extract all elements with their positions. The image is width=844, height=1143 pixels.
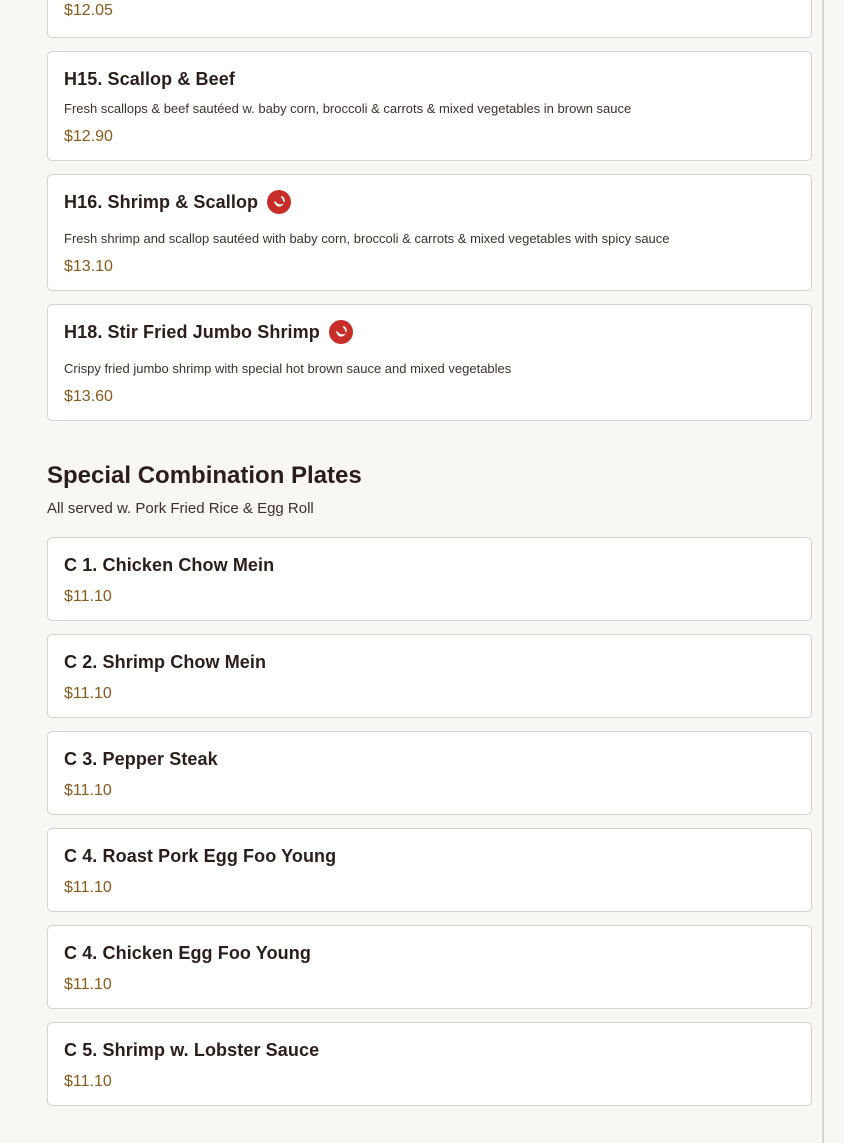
item-title: C 2. Shrimp Chow Mein <box>64 651 267 672</box>
section-title: Special Combination Plates <box>47 462 362 489</box>
item-price: $12.90 <box>64 128 113 145</box>
menu-item-card[interactable] <box>47 304 812 421</box>
spicy-pepper-icon <box>329 320 353 344</box>
menu-item-card[interactable] <box>47 537 812 621</box>
item-description: Crispy fried jumbo shrimp with special hot brown sauce and mixed vegetables <box>64 361 512 376</box>
item-title: C 3. Pepper Steak <box>64 748 218 769</box>
item-price: $11.10 <box>64 976 112 993</box>
item-description: Fresh scallops & beef sautéed w. baby corn, broccoli & carrots & mixed vegetables in brown sauce <box>64 101 632 116</box>
combination-section <box>47 461 812 1106</box>
item-title: H18. Stir Fried Jumbo Shrimp <box>64 321 320 342</box>
item-price: $11.10 <box>64 879 112 896</box>
item-price: $11.10 <box>64 1073 112 1090</box>
item-price: $13.60 <box>64 388 113 405</box>
item-title: C 1. Chicken Chow Mein <box>64 554 275 575</box>
item-title: H15. Scallop & Beef <box>64 68 235 89</box>
item-title: C 4. Roast Pork Egg Foo Young <box>64 845 337 866</box>
spicy-pepper-icon <box>267 190 291 214</box>
item-price: $11.10 <box>64 685 112 702</box>
item-price: $13.10 <box>64 258 113 275</box>
menu-item-card[interactable] <box>47 925 812 1009</box>
menu-item-card[interactable] <box>47 731 812 815</box>
menu-item-card[interactable] <box>47 828 812 912</box>
item-title: H16. Shrimp & Scallop <box>64 191 259 212</box>
item-price: $11.10 <box>64 588 112 605</box>
item-description: Fresh shrimp and scallop sautéed with baby corn, broccoli & carrots & mixed vegetables with spicy sauce <box>64 231 670 246</box>
item-price: $11.10 <box>64 782 112 799</box>
menu-item-card[interactable] <box>47 634 812 718</box>
item-title: C 5. Shrimp w. Lobster Sauce <box>64 1039 320 1060</box>
menu-item-card[interactable] <box>47 51 812 161</box>
menu-item-card[interactable] <box>47 0 812 38</box>
menu-content <box>47 0 812 1119</box>
scrollbar-track[interactable] <box>822 0 824 1143</box>
menu-item-card[interactable] <box>47 1022 812 1106</box>
item-title: C 4. Chicken Egg Foo Young <box>64 942 311 963</box>
menu-item-card[interactable] <box>47 174 812 291</box>
section-subtitle: All served w. Pork Fried Rice & Egg Roll <box>47 500 314 517</box>
item-price: $12.05 <box>64 2 113 19</box>
